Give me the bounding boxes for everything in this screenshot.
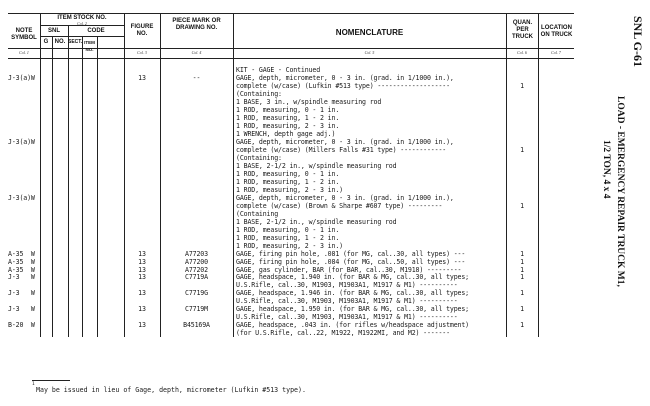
row-nomenclature: 1 ROD, measuring, 1 - 2 in. (236, 233, 340, 242)
row-nomenclature: 1 ROD, measuring, 1 - 2 in. (236, 113, 340, 122)
row-nomenclature: (Containing: (236, 153, 282, 162)
row-nomenclature: 1 BASE, 2-1/2 in., w/spindle measuring rod (236, 161, 397, 170)
row-nomenclature: complete (w/case) (Lufkin #513 type) ------------------- (236, 81, 450, 90)
row-note-symbol: J-3 W (8, 305, 35, 314)
header-item-stock-no: ITEM STOCK NO. (57, 15, 107, 21)
row-piece-mark: C7719A (185, 273, 208, 282)
row-nomenclature: complete (w/case) (Millers Falls #31 type) ------------ (236, 145, 447, 154)
col-divider-8 (233, 13, 234, 337)
row-nomenclature: (Containing: (236, 89, 282, 98)
row-note-symbol: J-3 W (8, 273, 35, 282)
row-nomenclature: 1 ROD, measuring, 0 - 1 in. (236, 169, 340, 178)
row-quantity: 1 (520, 321, 524, 330)
row-note-symbol: A-35 W (8, 265, 35, 274)
header-g: G (43, 39, 49, 45)
row-nomenclature: U.S.Rifle, cal..30, M1903, M1903A1, M1917 & M1) ---------- (236, 281, 458, 290)
row-quantity: 1 (520, 257, 524, 266)
row-nomenclature: GAGE, gas cylinder, BAR (for BAR, cal..30, M1918) --------- (236, 265, 462, 274)
col-divider-2 (52, 36, 53, 337)
col-divider-1 (40, 13, 41, 337)
col-label-3: Col. 3 (137, 50, 147, 55)
side-title: LOAD - EMERGENCY REPAIR TRUCK M1, (615, 96, 625, 287)
row-nomenclature: 1 ROD, measuring, 2 - 3 in.) (236, 185, 343, 194)
row-figure-no: 13 (138, 289, 146, 298)
col-label-2: Col. 2 (77, 21, 87, 26)
row-nomenclature: complete (w/case) (Brown & Sharpe #607 type) --------- (236, 201, 443, 210)
col-label-6: Col. 6 (517, 50, 527, 55)
col-divider-5 (97, 36, 98, 337)
row-note-symbol: A-35 W (8, 257, 35, 266)
footnote-rule (32, 380, 70, 381)
side-subtitle: 1/2 TON, 4 x 4 (601, 140, 611, 199)
row-nomenclature: 1 BASE, 3 in., w/spindle measuring rod (236, 97, 382, 106)
col-divider-10 (538, 13, 539, 337)
header-piece-mark: PIECE MARK OR DRAWING NO. (172, 18, 221, 31)
row-nomenclature: 1 WRENCH, depth gage adj.) (236, 129, 336, 138)
row-figure-no: 13 (138, 305, 146, 314)
row-piece-mark: A77202 (185, 265, 208, 274)
row-piece-mark: -- (192, 73, 201, 82)
row-piece-mark: A77200 (185, 257, 208, 266)
col-divider-9 (506, 13, 507, 337)
row-piece-mark: C7719M (185, 305, 208, 314)
header-bottom-rule (8, 58, 574, 59)
col-label-4: Col. 4 (191, 50, 202, 55)
row-nomenclature: GAGE, depth, micrometer, 0 - 3 in. (grad. in 1/1000 in.), (236, 193, 454, 202)
row-nomenclature: (Containing (236, 209, 279, 218)
row-nomenclature: GAGE, headspace, 1.946 in. (for BAR & MG, cal..30, all types; (236, 289, 470, 298)
row-nomenclature: U.S.Rifle, cal..30, M1903, M1903A1, M1917 & M1) ---------- (236, 297, 458, 306)
row-nomenclature: 1 ROD, measuring, 0 - 1 in. (236, 105, 340, 114)
header-note-symbol: NOTE SYMBOL (11, 28, 37, 41)
row-nomenclature: U.S.Rifle, cal..30, M1903, M1903A1, M1917 & M1) ---------- (236, 313, 458, 322)
row-figure-no: 13 (138, 321, 146, 330)
row-note-symbol: J-3(a)W (8, 137, 35, 146)
row-nomenclature: GAGE, firing pin hole, .084 (for MG, cal..50, all types) --- (236, 257, 466, 266)
row-nomenclature: 1 ROD, measuring, 0 - 1 in. (236, 225, 340, 234)
row-nomenclature: 1 ROD, measuring, 1 - 2 in. (236, 177, 340, 186)
header-location: LOCATION ON TRUCK (540, 25, 573, 38)
row-quantity: 1 (520, 273, 524, 282)
row-note-symbol: A-35 W (8, 249, 35, 258)
row-note-symbol: B-20 W (8, 321, 35, 330)
row-piece-mark: B45169A (183, 321, 210, 330)
col-divider-4 (82, 36, 83, 337)
header-nomenclature: NOMENCLATURE (335, 28, 404, 37)
row-quantity: 1 (520, 305, 524, 314)
row-nomenclature: GAGE, headspace, 1.940 in. (for BAR & MG, cal..30, all types; (236, 273, 470, 282)
row-nomenclature: KIT - GAGE - Continued (236, 66, 321, 74)
row-note-symbol: J-3 W (8, 289, 35, 298)
row-piece-mark: C7719G (185, 289, 208, 298)
row-quantity: 1 (520, 201, 524, 210)
header-figure-no: FIGURE NO. (130, 24, 154, 37)
header-code: CODE (87, 28, 105, 34)
row-figure-no: 13 (138, 249, 146, 258)
row-quantity: 1 (520, 145, 524, 154)
header-sect: SECT. (68, 39, 83, 45)
col-divider-7 (160, 13, 161, 337)
col-label-5: Col. 5 (364, 50, 375, 55)
row-nomenclature: GAGE, depth, micrometer, 0 - 3 in. (grad. in 1/1000 in.), (236, 73, 454, 82)
row-nomenclature: GAGE, headspace, 1.950 in. (for BAR & MG, cal..30, all types; (236, 305, 470, 314)
row-figure-no: 13 (138, 265, 146, 274)
side-snl-number: SNL G-61 (631, 16, 645, 68)
row-nomenclature: (for U.S.Rifle, cal..22, M1922, M1922MI, and M2) ------- (236, 329, 450, 338)
row-note-symbol: J-3(a)W (8, 73, 35, 82)
col-divider-6 (124, 13, 125, 337)
header-no: NO. (54, 39, 66, 45)
row-nomenclature: GAGE, firing pin hole, .081 (for MG, cal..30, all types) --- (236, 249, 466, 258)
row-figure-no: 13 (138, 257, 146, 266)
header-top-rule (8, 13, 574, 14)
row-figure-no: 13 (138, 273, 146, 282)
row-nomenclature: GAGE, headspace, .043 in. (for rifles w/headspace adjustment) (236, 321, 470, 330)
row-figure-no: 13 (138, 73, 146, 82)
row-quantity: 1 (520, 249, 524, 258)
row-nomenclature: 1 ROD, measuring, 2 - 3 in.) (236, 241, 343, 250)
footnote-mark: 1 (32, 382, 35, 387)
row-quantity: 1 (520, 81, 524, 90)
row-piece-mark: A77203 (185, 249, 208, 258)
row-nomenclature: GAGE, depth, micrometer, 0 - 3 in. (grad. in 1/1000 in.), (236, 137, 454, 146)
row-nomenclature: 1 ROD, measuring, 2 - 3 in. (236, 121, 340, 130)
header-quan-per-truck: QUAN. PER TRUCK (512, 20, 533, 40)
col-label-1: Col. 1 (19, 50, 29, 55)
row-note-symbol: J-3(a)W (8, 193, 35, 202)
row-quantity: 1 (520, 289, 524, 298)
col-label-7: Col. 7 (551, 50, 561, 55)
footnote-text: May be issued in lieu of Gage, depth, micrometer (Lufkin #513 type). (36, 386, 306, 394)
row-quantity: 1 (520, 265, 524, 274)
header-item-no: ITEM NO. (84, 40, 95, 52)
row-nomenclature: 1 BASE, 2-1/2 in., w/spindle measuring rod (236, 217, 397, 226)
col-divider-3 (68, 25, 69, 337)
header-snl: SNL (48, 28, 60, 34)
